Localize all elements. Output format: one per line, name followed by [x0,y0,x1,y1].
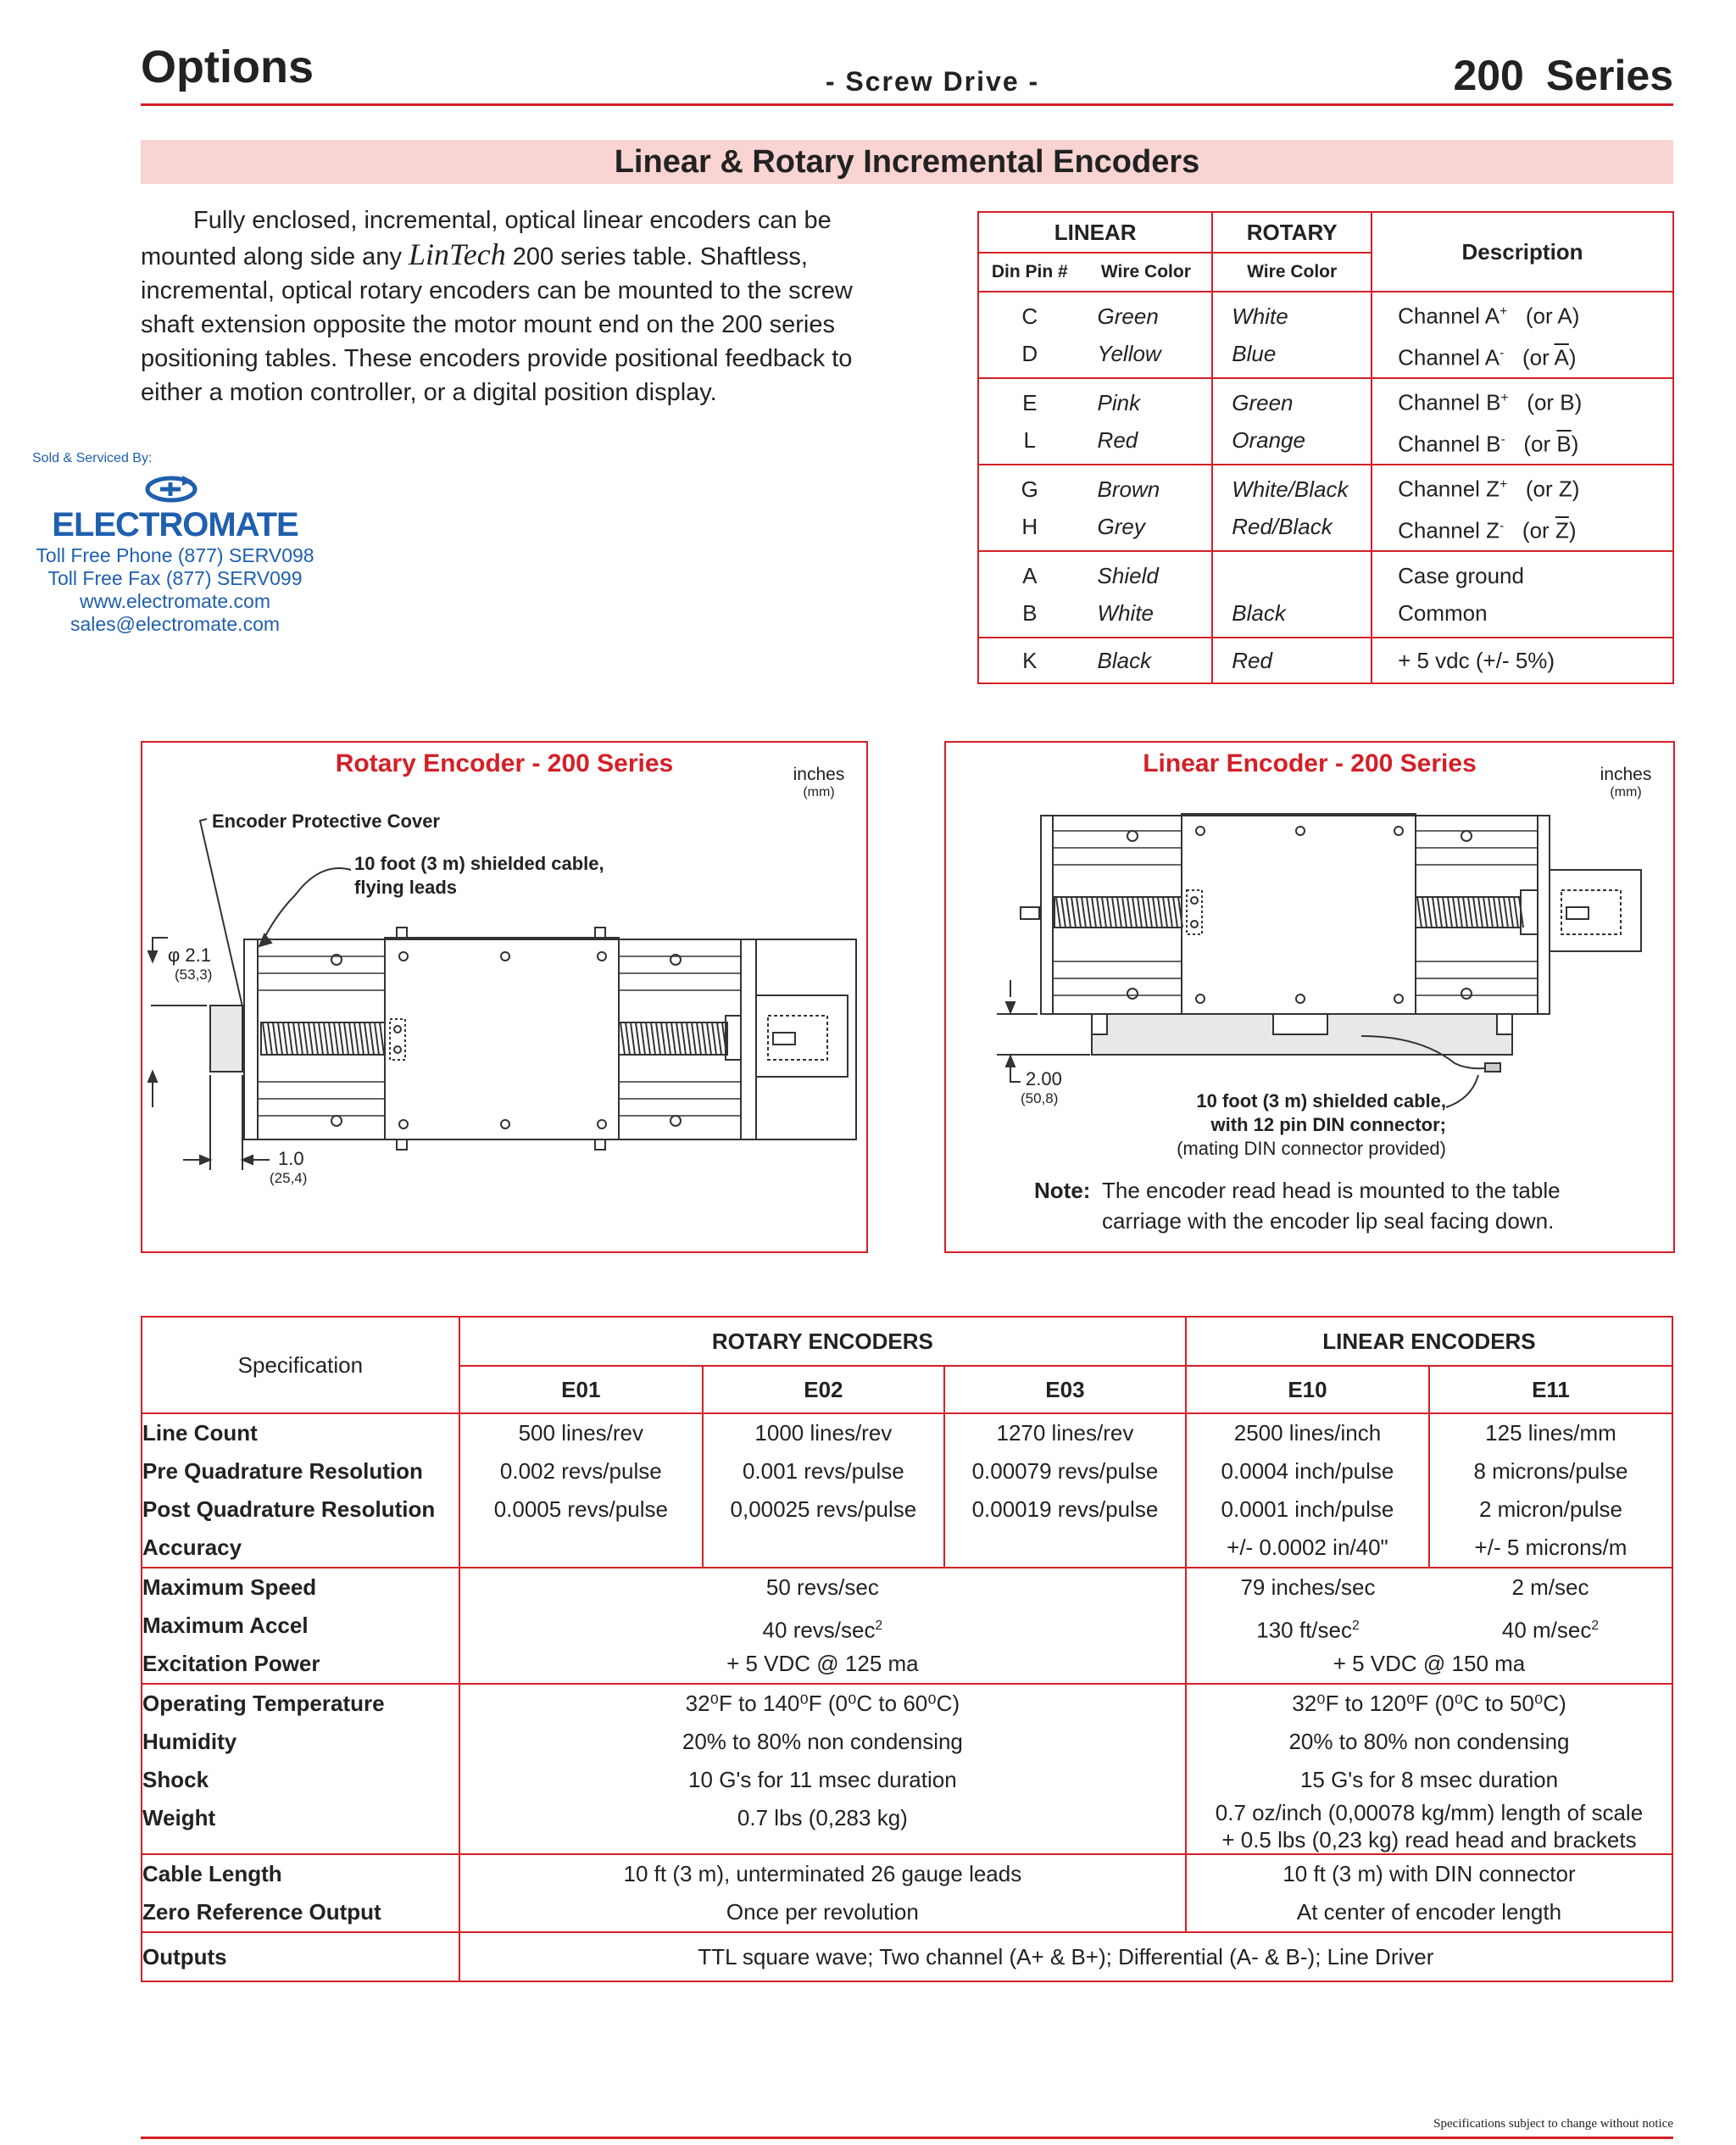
rotary-wire-color: Blue [1232,341,1277,366]
value-row [1187,1568,1672,1607]
pin-head-description: Description [1372,212,1673,292]
pin-description: Channel Z- (or $\overline{Z}$) [1398,517,1577,543]
pin-group-row [978,292,1673,378]
value-text: 2 m/sec [1511,1574,1589,1600]
vendor-fax: Toll Free Fax (877) SERV099 [47,567,303,589]
linear-wire-color: Grey [1097,514,1145,539]
value-cell: 2 micron/pulse [1478,1496,1623,1522]
pin-head-wire-linear: Wire Color [1081,253,1213,292]
linear-note-line-1: The encoder read head is mounted to the table [1102,1178,1561,1203]
electromate-logo-icon [145,472,198,504]
linear-wire-color: Brown [1097,476,1160,502]
linear-color-cell [1081,465,1213,551]
value-cell: 0.00019 revs/pulse [971,1496,1159,1522]
pin-head-din: Din Pin # [978,253,1081,292]
rotary-diameter: φ 2.1 [168,944,211,966]
linear-cable-label-1: 10 foot (3 m) shielded cable, [1196,1090,1446,1112]
value-cell [460,1529,702,1567]
value-outputs: TTL square wave; Two channel (A+ & B+); Differential (A- & B-); Line Driver [459,1932,1672,1981]
vendor-name-text: ELECTROMATE [52,506,298,543]
pin-number: L [1023,427,1036,453]
description-cell [1372,638,1673,683]
pin-description: Common [1398,600,1488,626]
pin-table [977,211,1674,684]
label-weight: Weight [142,1805,216,1830]
value-cell: +/- 5 microns/m [1474,1535,1628,1560]
rotary-wire-color: White/Black [1232,476,1349,502]
value-text: 130 ft/sec [1256,1617,1352,1643]
spec-head-linear: LINEAR ENCODERS [1186,1317,1672,1366]
pin-number: A [1022,563,1038,588]
rotary-wire-color: Red [1232,648,1272,673]
header-rule [141,103,1673,106]
label-max-accel: Maximum Accel [142,1613,309,1638]
vendor-email[interactable]: sales@electromate.com [70,613,281,635]
sec3-rotary [459,1684,1186,1854]
rotary-wire-color: White [1232,304,1288,329]
pin-cell [978,638,1081,683]
pin-description: Channel A- (or $\overline{A}$) [1398,344,1577,370]
value-cell: 10 ft (3 m), unterminated 26 gauge leads [623,1861,1022,1886]
label-humidity: Humidity [142,1729,237,1754]
sec2-linear [1186,1568,1672,1684]
label-post-quad: Post Quadrature Resolution [142,1496,436,1522]
pin-description: + 5 vdc (+/- 5%) [1398,648,1555,673]
linear-cable-label-2: with 12 pin DIN connector; [1210,1114,1446,1135]
value-text: 79 inches/sec [1240,1574,1376,1600]
pin-cell [978,378,1081,465]
linear-note-label: Note: [1034,1178,1091,1203]
pin-group-row [978,551,1673,638]
value-cell: 0.001 revs/pulse [742,1458,904,1484]
rotary-diameter-mm: (53,3) [175,967,213,983]
sec1-e02 [703,1413,944,1568]
rotary-wire-color: Orange [1232,427,1305,453]
spec-head-label: Specification [142,1317,459,1413]
series-word: Series [1545,52,1673,99]
pin-number: K [1022,648,1038,673]
pin-description: Case ground [1398,563,1524,588]
value-cell: 0.00079 revs/pulse [971,1458,1159,1484]
pin-group-row [978,378,1673,465]
value-cell: 1000 lines/rev [754,1420,893,1446]
linear-wire-color: Black [1097,648,1152,673]
pin-description: Channel Z+ (or Z) [1398,476,1580,502]
linear-wire-color: White [1097,600,1155,626]
sec4-linear [1186,1854,1672,1932]
value-cell: 40 revs/$\sec^2$ [762,1617,883,1643]
series-title [1453,51,1673,100]
rotary-color-cell [1212,551,1372,638]
linear-height-mm: (50,8) [1021,1090,1059,1106]
value-cell: 10 ft (3 m) with DIN connector [1283,1861,1576,1886]
rotary-color-cell [1212,292,1372,378]
pin-cell [978,292,1081,378]
pin-description: Channel B+ (or B) [1398,390,1583,415]
rotary-encoder-box [141,741,868,1253]
value-cell [704,1529,943,1567]
linear-unit-mm: (mm) [1610,785,1642,800]
rotary-length-mm: (25,4) [270,1170,308,1186]
model-e02: E02 [703,1366,944,1413]
value-cell: 8 microns/pulse [1473,1458,1628,1484]
value-cell: 50 revs/sec [765,1574,879,1600]
label-max-speed: Maximum Speed [142,1574,317,1600]
rotary-cable-label-1: 10 foot (3 m) shielded cable, [354,853,604,874]
sec1-e11 [1429,1413,1672,1568]
linear-encoder-box [944,741,1675,1253]
brand-name: LinTech [409,237,506,271]
pin-cell [978,551,1081,638]
label-op-temp: Operating Temperature [142,1691,385,1716]
linear-wire-color: Shield [1097,563,1159,588]
value-row: 130 $ft/\sec^2$ 40 $m/\sec^2$ [1256,1617,1600,1643]
rotary-unit-mm: (mm) [803,785,835,800]
linear-color-cell [1081,638,1213,683]
vendor-web[interactable]: www.electromate.com [80,590,270,612]
spec-head-rotary: ROTARY ENCODERS [459,1317,1186,1366]
sec2-labels [142,1568,459,1684]
rotary-color-cell [1212,638,1372,683]
rotary-cable-label-2: flying leads [354,877,458,898]
value-cell: Once per revolution [726,1899,919,1925]
footer-rule [141,2137,1673,2139]
section-band-title: Linear & Rotary Incremental Encoders [141,140,1673,184]
model-e01: E01 [459,1366,703,1413]
label-outputs: Outputs [142,1932,459,1981]
rotary-wire-color [1232,557,1371,594]
sec1-e10 [1186,1413,1429,1568]
value-cell: 10 G's for 11 msec duration [688,1767,957,1792]
rotary-wire-color: Green [1232,390,1294,415]
pin-number: D [1021,341,1038,366]
linear-wire-color: Pink [1097,390,1141,415]
value-cell: 20% to 80% non condensing [682,1729,963,1754]
rotary-color-cell [1212,465,1372,551]
rotary-box-title: Rotary Encoder - 200 Series [335,749,674,777]
label-accuracy: Accuracy [142,1535,242,1560]
label-pre-quad: Pre Quadrature Resolution [142,1458,423,1484]
pin-cell [978,465,1081,551]
value-cell: 0.0004 inch/pulse [1221,1458,1394,1484]
pin-number: B [1022,600,1038,626]
value-cell: 0,00025 revs/pulse [730,1496,917,1522]
rotary-length: 1.0 [278,1148,304,1169]
linear-color-cell [1081,551,1213,638]
value-text: 40 m/sec [1501,1617,1592,1643]
pin-group-row [978,465,1673,551]
linear-unit-in: inches [1600,765,1652,784]
sec3-labels [142,1684,459,1854]
pin-number: C [1021,304,1038,329]
value-cell: 0.0001 inch/pulse [1221,1496,1394,1522]
value-cell: 1270 lines/rev [996,1420,1134,1446]
value-cell: 0.7 lbs (0,283 kg) [737,1805,908,1830]
pin-number: E [1022,390,1038,415]
linear-color-cell [1081,378,1213,465]
footer-note: Specifications subject to change without notice [1433,2117,1673,2131]
vendor-stamp [29,451,321,636]
label-shock: Shock [142,1767,209,1792]
value-cell: 0.0005 revs/pulse [493,1496,668,1522]
label-zero-ref: Zero Reference Output [142,1899,381,1925]
value-cell: 15 G's for 8 msec duration [1299,1767,1559,1792]
value-cell [945,1529,1185,1567]
description-cell [1372,551,1673,638]
sec1-e01 [459,1413,703,1568]
pin-head-rotary: ROTARY [1212,212,1372,253]
value-cell: +/- 0.0002 in/40" [1227,1535,1388,1560]
pin-description: Channel A+ (or A) [1398,304,1580,329]
linear-color-cell [1081,292,1213,378]
value-cell: At center of encoder length [1296,1899,1562,1925]
rotary-cover-label: Encoder Protective Cover [212,811,440,832]
vendor-sold-label: Sold & Serviced By: [32,451,153,465]
model-e10: E10 [1186,1366,1429,1413]
value-cell: + 0.5 lbs (0,23 kg) read head and brackets [1221,1827,1637,1852]
sec4-rotary [459,1854,1186,1932]
value-cell: + 5 VDC @ 150 ma [1333,1651,1526,1676]
label-cable-length: Cable Length [142,1861,282,1886]
spec-table [141,1316,1673,1982]
page-title: Options [141,42,314,92]
linear-wire-color: Green [1097,304,1159,329]
pin-number: H [1021,514,1038,539]
value-cell: 20% to 80% non condensing [1288,1729,1570,1754]
page-subtitle: - Screw Drive - [825,66,1040,97]
linear-height: 2.00 [1026,1068,1062,1089]
pin-number: G [1021,476,1038,502]
linear-box-title: Linear Encoder - 200 Series [1143,749,1477,777]
intro-paragraph [141,203,853,410]
value-cell: 500 lines/rev [518,1420,644,1446]
sec1-labels [142,1413,459,1568]
rotary-wire-color: Red/Black [1232,514,1333,539]
value-cell: + 5 VDC @ 125 ma [726,1651,919,1676]
value-text: 40 revs/sec [762,1617,876,1643]
label-line-count: Line Count [142,1420,258,1446]
intro-text-2: 200 series table. Shaftless, incremental, optical rotary encoders can be mounted to the screw shaft extension opposite the motor mount end on the 200 series positioning tables. These encoders provide positional feedback to either a motion controller, or a digital position display. [141,243,853,406]
sec2-rotary [459,1568,1186,1684]
description-cell [1372,378,1673,465]
pin-group-row [978,638,1673,683]
linear-wire-color: Yellow [1097,341,1161,366]
rotary-unit-in: inches [793,765,845,784]
value-cell: 0.002 revs/pulse [499,1458,662,1484]
sec3-linear [1186,1684,1672,1854]
rotary-color-cell [1212,378,1372,465]
value-cell: 32⁰F to 140⁰F (0⁰C to 60⁰C) [685,1691,960,1716]
vendor-phone: Toll Free Phone (877) SERV098 [36,544,314,566]
value-cell: 2500 lines/inch [1233,1420,1382,1446]
model-e11: E11 [1429,1366,1672,1413]
series-number: 200 [1453,52,1524,99]
value-cell: 125 lines/mm [1485,1420,1616,1446]
linear-note-line-2: carriage with the encoder lip seal facing down. [1102,1208,1555,1234]
description-cell [1372,292,1673,378]
linear-drawing [946,743,1673,1251]
rotary-drawing [142,743,866,1251]
linear-cable-label-3: (mating DIN connector provided) [1177,1138,1446,1159]
value-cell: 32⁰F to 120⁰F (0⁰C to 50⁰C) [1292,1691,1566,1716]
linear-wire-color: Red [1097,427,1138,453]
vendor-name [29,468,321,544]
sec1-e03 [944,1413,1186,1568]
value-cell: 0.7 oz/inch (0,00078 kg/mm) length of scale [1215,1800,1644,1825]
pin-description: Channel B- (or $\overline{B}$) [1398,431,1579,457]
pin-head-linear: LINEAR [978,212,1212,253]
label-excitation: Excitation Power [142,1651,320,1676]
pin-head-wire-rotary: Wire Color [1212,253,1372,292]
sec4-labels [142,1854,459,1932]
rotary-wire-color: Black [1232,600,1286,626]
intro-text-1: Fully enclosed, incremental, optical linear encoders can be mounted along side any [141,207,832,270]
description-cell [1372,465,1673,551]
model-e03: E03 [944,1366,1186,1413]
